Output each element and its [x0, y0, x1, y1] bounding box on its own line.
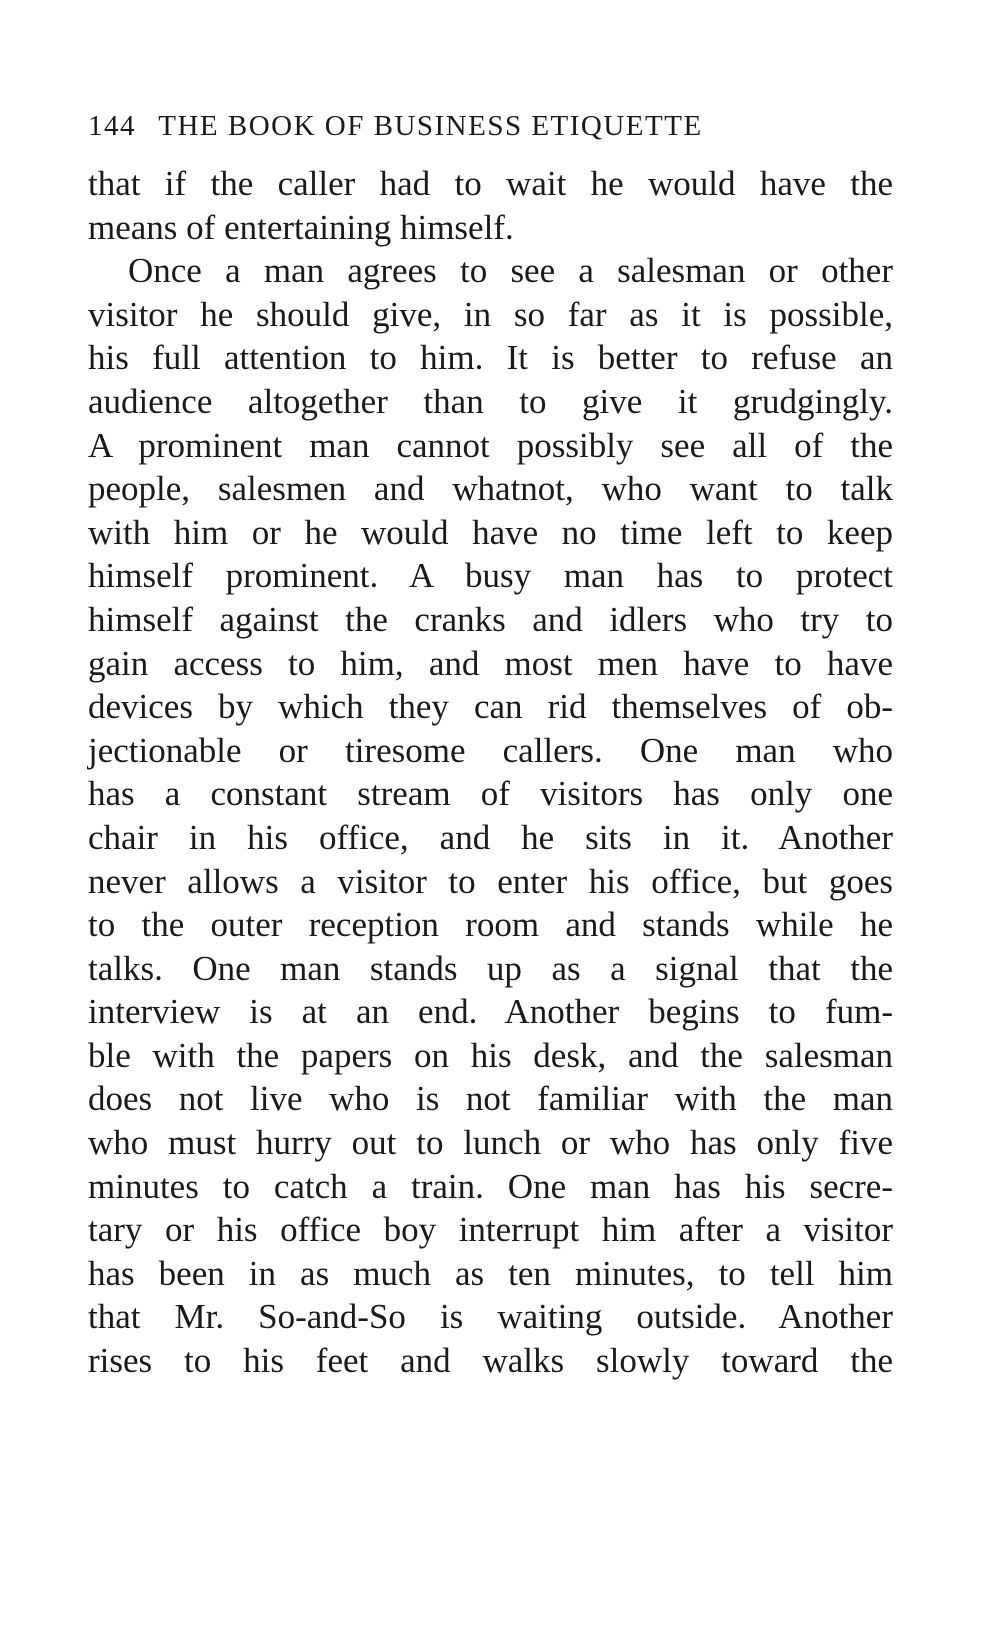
page-number: 144 — [88, 110, 136, 142]
text-line: A prominent man cannot possibly see all of the — [88, 425, 893, 465]
paragraph-start-line: Once a man agrees to see a salesman or other — [128, 251, 893, 291]
running-head — [88, 106, 888, 146]
body-text — [88, 162, 893, 1383]
text-line: himself prominent. A busy man has to protect — [88, 556, 893, 596]
text-line: with him or he would have no time left to keep — [88, 512, 893, 552]
text-line: to the outer reception room and stands while he — [88, 905, 893, 945]
text-line: that Mr. So-and-So is waiting outside. Another — [88, 1297, 893, 1337]
text-line: never allows a visitor to enter his office, but goes — [88, 861, 893, 901]
text-line: visitor he should give, in so far as it is possible, — [88, 294, 893, 334]
text-line: means of entertaining himself. — [88, 207, 514, 247]
text-line: audience altogether than to give it grudgingly. — [88, 381, 893, 421]
text-line: interview is at an end. Another begins to fum- — [88, 992, 893, 1032]
text-line: rises to his feet and walks slowly toward the — [88, 1341, 893, 1381]
text-line: has a constant stream of visitors has only one — [88, 774, 893, 814]
text-line: chair in his office, and he sits in it. Another — [88, 817, 893, 857]
text-line: has been in as much as ten minutes, to tell him — [88, 1253, 893, 1293]
text-line: who must hurry out to lunch or who has only five — [88, 1123, 893, 1163]
text-line: tary or his office boy interrupt him after a visitor — [88, 1210, 893, 1250]
text-line: himself against the cranks and idlers who try to — [88, 599, 893, 639]
text-line: gain access to him, and most men have to have — [88, 643, 893, 683]
text-line: ble with the papers on his desk, and the salesman — [88, 1035, 893, 1075]
text-line: minutes to catch a train. One man has his secre- — [88, 1166, 893, 1206]
text-line: his full attention to him. It is better to refuse an — [88, 338, 893, 378]
text-line: talks. One man stands up as a signal that the — [88, 948, 893, 988]
running-title: THE BOOK OF BUSINESS ETIQUETTE — [158, 110, 703, 142]
text-line: jectionable or tiresome callers. One man who — [88, 730, 893, 770]
text-line: that if the caller had to wait he would have the — [88, 164, 893, 203]
text-line: devices by which they can rid themselves of ob- — [88, 687, 893, 727]
text-line: does not live who is not familiar with the man — [88, 1079, 893, 1119]
text-line: people, salesmen and whatnot, who want to talk — [88, 469, 893, 509]
